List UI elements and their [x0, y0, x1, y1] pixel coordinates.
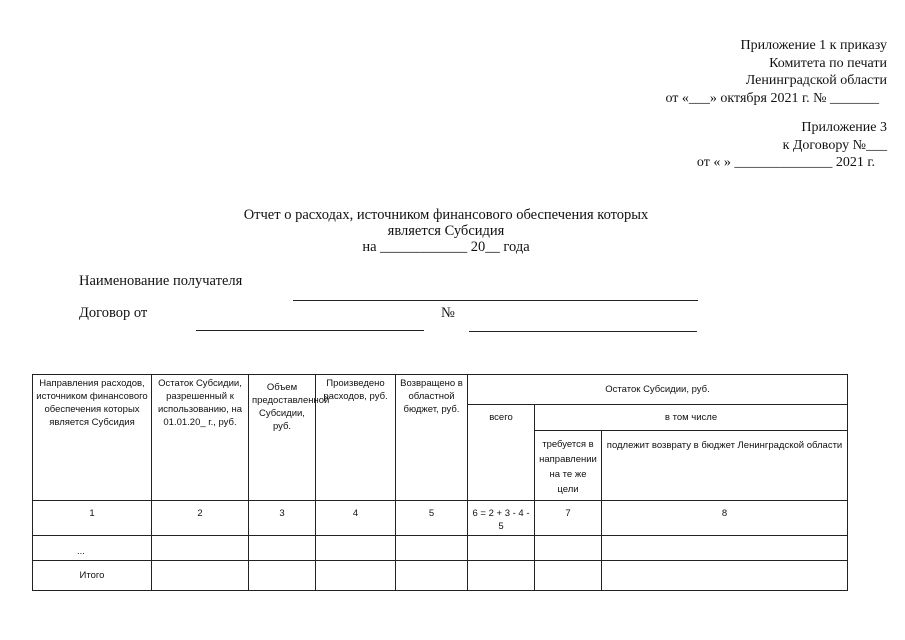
- table-cell[interactable]: [535, 536, 602, 561]
- header-return-to-budget: подлежит возврату в бюджет Ленинградской области: [602, 431, 848, 501]
- appendix-1-header: [665, 37, 887, 107]
- table-cell[interactable]: [535, 561, 602, 591]
- header-total: всего: [468, 405, 535, 501]
- header-returned: Возвращено в областной бюджет, руб.: [396, 375, 468, 501]
- table-cell[interactable]: [468, 536, 535, 561]
- header-expenses: Произведено расходов, руб.: [316, 375, 396, 501]
- column-number-7: 7: [535, 501, 602, 536]
- table-cell[interactable]: [152, 536, 249, 561]
- report-title: [196, 207, 696, 255]
- recipient-field-line[interactable]: [293, 300, 698, 301]
- appendix-3-line-3: от « » ______________ 2021 г.: [696, 155, 875, 170]
- table-cell[interactable]: [602, 561, 848, 591]
- header-balance-group: Остаток Субсидии, руб.: [468, 375, 848, 405]
- appendix-1-line-2: Комитета по печати: [769, 55, 887, 71]
- column-number-2: 2: [152, 501, 249, 536]
- table-cell[interactable]: [249, 536, 316, 561]
- appendix-1-line-4: от «___» октября 2021 г. № _______: [665, 90, 879, 106]
- header-same-purposes: требуется в направлении на те же цели: [535, 431, 602, 501]
- table-cell[interactable]: [152, 561, 249, 591]
- table-cell[interactable]: [396, 561, 468, 591]
- table-cell[interactable]: [249, 561, 316, 591]
- column-number-6: 6 = 2 + 3 - 4 - 5: [468, 501, 535, 536]
- table-row: [33, 536, 848, 561]
- appendix-3-line-2: к Договору №___: [782, 137, 887, 153]
- column-number-4: 4: [316, 501, 396, 536]
- report-title-line-3: на ____________ 20__ года: [362, 239, 530, 255]
- report-table: [32, 374, 848, 591]
- appendix-3-header: [697, 119, 887, 172]
- appendix-1-line-3: Ленинградской области: [745, 73, 887, 88]
- appendix-3-line-1: Приложение 3: [801, 120, 887, 135]
- table-cell[interactable]: [396, 536, 468, 561]
- column-number-1: 1: [33, 501, 152, 536]
- contract-number-line[interactable]: [469, 331, 697, 332]
- table-total-row: [33, 561, 848, 591]
- report-title-line-2: является Субсидия: [387, 223, 505, 239]
- header-directions: Направления расходов, источником финансового обеспечения которых является Субсидия: [33, 375, 152, 501]
- contract-number-label: №: [441, 305, 455, 321]
- contract-label: Договор от: [79, 305, 148, 321]
- table-header-row-1: [33, 375, 848, 405]
- report-title-line-1: Отчет о расходах, источником финансового обеспечения которых: [243, 207, 649, 223]
- header-balance-start: Остаток Субсидии, разрешенный к использованию, на 01.01.20_ г., руб.: [152, 375, 249, 501]
- contract-date-line[interactable]: [196, 330, 424, 331]
- table-cell[interactable]: [316, 536, 396, 561]
- table-number-row: [33, 501, 848, 536]
- table-cell[interactable]: [602, 536, 848, 561]
- recipient-label: Наименование получателя: [79, 273, 243, 289]
- header-subsidy-volume: Объем предоставленной Субсидии, руб.: [249, 375, 316, 501]
- column-number-8: 8: [602, 501, 848, 536]
- column-number-5: 5: [396, 501, 468, 536]
- total-label: Итого: [33, 561, 152, 591]
- ellipsis-cell[interactable]: ...: [33, 536, 152, 561]
- table-cell[interactable]: [316, 561, 396, 591]
- column-number-3: 3: [249, 501, 316, 536]
- table-cell[interactable]: [468, 561, 535, 591]
- header-including: в том числе: [535, 405, 848, 431]
- appendix-1-line-1: Приложение 1 к приказу: [740, 38, 887, 53]
